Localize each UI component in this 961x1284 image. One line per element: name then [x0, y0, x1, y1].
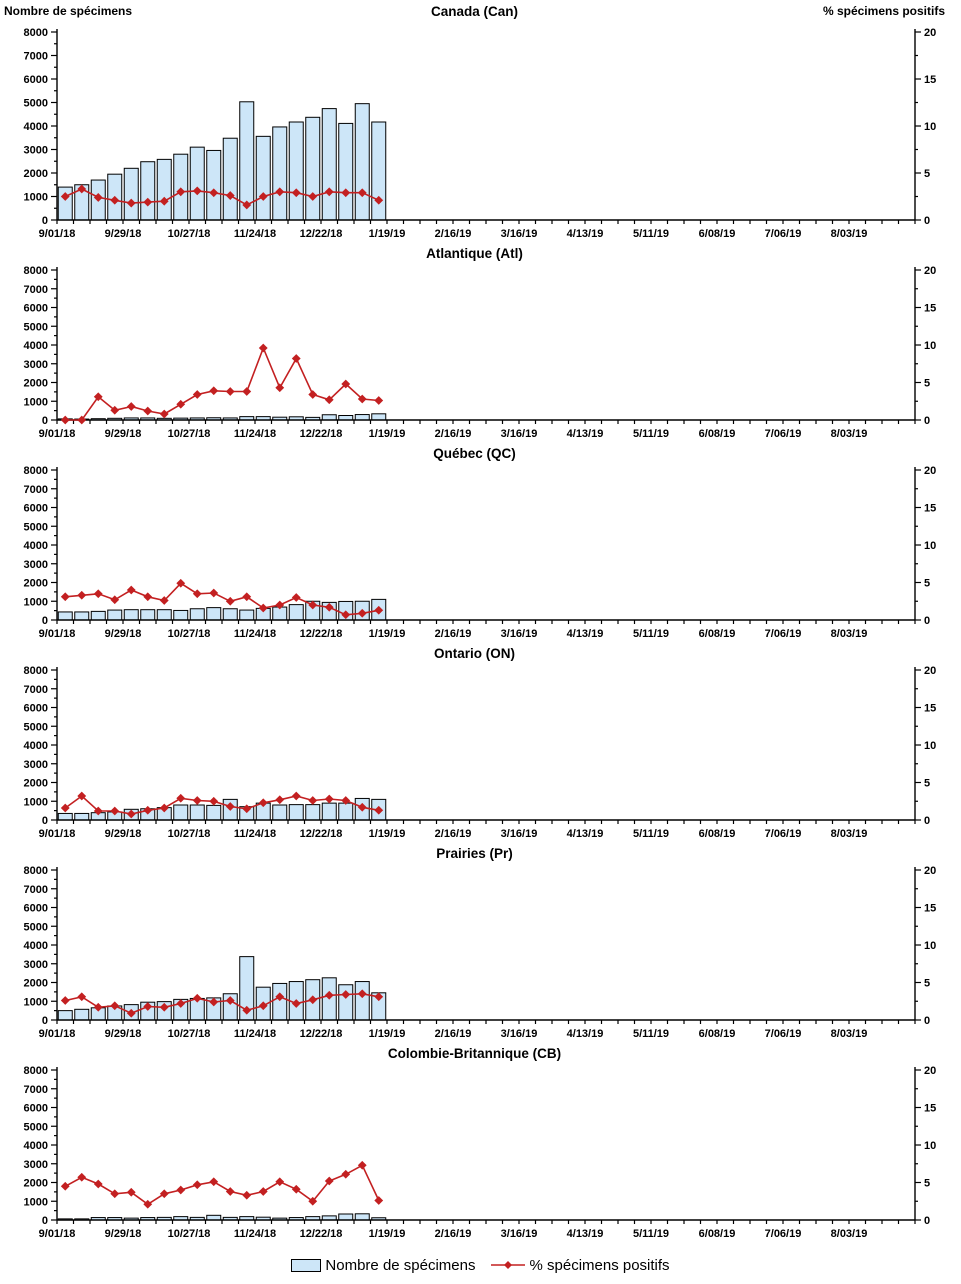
chart-cb-header [0, 1046, 961, 1064]
x-tick-label: 9/29/18 [104, 1028, 142, 1040]
left-tick-label: 6000 [23, 1102, 48, 1115]
chart-quebec [0, 446, 961, 646]
right-tick-label: 5 [924, 577, 931, 590]
left-tick-label: 8000 [23, 665, 48, 677]
percent-positive-marker [308, 390, 317, 399]
x-tick-label: 6/08/19 [698, 228, 736, 240]
chart-ontario-header [0, 646, 961, 664]
x-tick-label: 7/06/19 [764, 228, 802, 240]
percent-positive-marker [242, 1191, 251, 1200]
left-tick-label: 8000 [23, 265, 48, 277]
percent-positive-marker [341, 1170, 350, 1179]
legend-positive-item [490, 1257, 670, 1274]
x-tick-label: 11/24/18 [233, 1028, 277, 1040]
x-tick-label: 12/22/18 [299, 428, 343, 440]
right-tick-label: 20 [924, 665, 937, 677]
right-tick-label: 0 [924, 1215, 931, 1227]
x-tick-label: 8/03/19 [830, 428, 868, 440]
left-tick-label: 0 [41, 415, 48, 427]
right-tick-label: 20 [924, 465, 937, 477]
chart-ontario-plot [0, 664, 961, 846]
x-tick-label: 3/16/19 [500, 628, 538, 640]
specimen-bar [273, 805, 287, 820]
x-tick-label: 9/01/18 [38, 428, 76, 440]
left-tick-label: 1000 [23, 1196, 48, 1209]
x-tick-label: 6/08/19 [698, 1028, 736, 1040]
x-tick-label: 12/22/18 [299, 828, 343, 840]
left-tick-label: 5000 [23, 321, 48, 334]
specimen-bar [141, 610, 155, 620]
left-tick-label: 0 [41, 215, 48, 227]
specimen-bar [273, 983, 287, 1020]
x-tick-label: 4/13/19 [566, 1028, 604, 1040]
left-tick-label: 1000 [23, 596, 48, 609]
left-tick-label: 4000 [23, 121, 48, 133]
right-tick-label: 5 [924, 777, 931, 790]
x-tick-label: 10/27/18 [167, 228, 211, 240]
right-tick-label: 0 [924, 615, 931, 627]
x-tick-label: 5/11/19 [632, 1028, 670, 1040]
x-tick-label: 6/08/19 [698, 1228, 736, 1240]
x-tick-label: 4/13/19 [566, 828, 604, 840]
percent-positive-marker [209, 1177, 218, 1186]
x-tick-label: 1/19/19 [368, 628, 406, 640]
left-tick-label: 5000 [23, 97, 48, 110]
x-tick-label: 10/27/18 [167, 1228, 211, 1240]
right-tick-label: 5 [924, 377, 931, 390]
x-tick-label: 10/27/18 [167, 628, 211, 640]
specimen-bar [190, 147, 204, 220]
percent-positive-marker [275, 795, 284, 804]
percent-positive-marker [193, 390, 202, 399]
percent-positive-marker [374, 396, 383, 405]
x-tick-label: 1/19/19 [368, 228, 406, 240]
specimen-bar [108, 610, 122, 620]
legend-diamond [504, 1261, 512, 1269]
specimen-bar [207, 150, 221, 220]
x-tick-label: 11/24/18 [233, 1228, 277, 1240]
chart-canada-plot [0, 26, 961, 246]
percent-positive-marker [242, 592, 251, 601]
specimen-bar [355, 415, 369, 420]
percent-positive-line [65, 1165, 379, 1204]
left-tick-label: 4000 [23, 940, 48, 952]
x-tick-label: 5/11/19 [632, 1228, 670, 1240]
percent-positive-marker [61, 592, 70, 601]
left-tick-label: 5000 [23, 521, 48, 534]
percent-positive-marker [176, 794, 185, 803]
specimen-bar [58, 813, 72, 820]
x-tick-label: 11/24/18 [233, 428, 277, 440]
specimen-bar [58, 1011, 72, 1020]
left-tick-label: 1000 [23, 191, 48, 204]
right-tick-label: 15 [924, 702, 937, 715]
right-tick-label: 20 [924, 265, 937, 277]
percent-positive-marker [275, 1177, 284, 1186]
x-tick-label: 5/11/19 [632, 428, 670, 440]
percent-positive-marker [275, 383, 284, 392]
x-tick-label: 4/13/19 [566, 1228, 604, 1240]
specimen-bar [207, 805, 221, 820]
chart-atlantique-title: Atlantique (Atl) [426, 246, 523, 261]
right-tick-label: 10 [924, 340, 937, 352]
x-tick-label: 9/29/18 [104, 828, 142, 840]
percent-positive-marker [127, 586, 136, 595]
specimen-bar [306, 805, 320, 820]
percent-positive-marker [61, 1182, 70, 1191]
specimen-bar [322, 109, 336, 220]
specimen-bar [372, 122, 386, 220]
specimen-bar [174, 805, 188, 820]
x-tick-label: 8/03/19 [830, 828, 868, 840]
x-tick-label: 12/22/18 [299, 228, 343, 240]
x-tick-label: 4/13/19 [566, 428, 604, 440]
left-tick-label: 4000 [23, 340, 48, 352]
chart-canada-title: Canada (Can) [430, 4, 518, 19]
percent-positive-marker [292, 593, 301, 602]
specimen-bar [174, 154, 188, 220]
specimen-bar [207, 1215, 221, 1220]
x-tick-label: 9/01/18 [38, 1228, 76, 1240]
x-tick-label: 2/16/19 [434, 828, 472, 840]
x-tick-label: 7/06/19 [764, 428, 802, 440]
x-tick-label: 2/16/19 [434, 428, 472, 440]
specimen-bar [157, 610, 171, 620]
percent-positive-marker [94, 589, 103, 598]
legend-line-swatch [490, 1259, 526, 1271]
specimen-bar [289, 122, 303, 220]
specimen-bar [190, 609, 204, 620]
specimen-bar [372, 414, 386, 420]
chart-colombie-britannique [0, 1046, 961, 1246]
legend-specimens-item [291, 1257, 475, 1274]
left-tick-label: 7000 [23, 50, 48, 63]
right-tick-label: 0 [924, 415, 931, 427]
percent-positive-marker [143, 407, 152, 416]
right-tick-label: 0 [924, 815, 931, 827]
left-tick-label: 0 [41, 615, 48, 627]
specimen-bar [223, 138, 237, 220]
specimen-bar [124, 168, 138, 220]
x-tick-label: 10/27/18 [167, 428, 211, 440]
percent-positive-marker [160, 410, 169, 419]
chart-canada [0, 4, 961, 246]
right-tick-label: 5 [924, 168, 931, 180]
x-tick-label: 5/11/19 [632, 828, 670, 840]
x-tick-label: 6/08/19 [698, 828, 736, 840]
x-tick-label: 8/03/19 [830, 228, 868, 240]
specimen-bar [355, 104, 369, 220]
left-tick-label: 8000 [23, 1065, 48, 1077]
percent-positive-marker [176, 1186, 185, 1195]
left-tick-label: 6000 [23, 702, 48, 715]
x-tick-label: 12/22/18 [299, 1228, 343, 1240]
left-tick-label: 2000 [23, 977, 48, 990]
left-tick-label: 2000 [23, 377, 48, 390]
left-tick-label: 5000 [23, 1121, 48, 1134]
left-tick-label: 1000 [23, 396, 48, 409]
left-tick-label: 6000 [23, 502, 48, 515]
percent-positive-marker [110, 595, 119, 604]
x-tick-label: 3/16/19 [500, 828, 538, 840]
x-tick-label: 10/27/18 [167, 828, 211, 840]
specimen-bar [322, 415, 336, 420]
right-tick-label: 15 [924, 74, 937, 86]
x-tick-label: 4/13/19 [566, 628, 604, 640]
percent-positive-marker [77, 992, 86, 1001]
left-tick-label: 3000 [23, 758, 48, 771]
x-tick-label: 3/16/19 [500, 228, 538, 240]
percent-positive-marker [61, 996, 70, 1005]
legend-bar-swatch [291, 1259, 321, 1272]
specimen-bar [289, 805, 303, 820]
left-tick-label: 5000 [23, 721, 48, 734]
x-tick-label: 7/06/19 [764, 828, 802, 840]
left-tick-label: 0 [41, 1015, 48, 1027]
left-tick-label: 4000 [23, 740, 48, 752]
right-tick-label: 15 [924, 302, 937, 315]
percent-positive-marker [143, 592, 152, 601]
specimen-bar [322, 803, 336, 820]
x-tick-label: 11/24/18 [233, 828, 277, 840]
x-tick-label: 9/01/18 [38, 228, 76, 240]
left-tick-label: 5000 [23, 921, 48, 934]
percent-positive-marker [226, 1187, 235, 1196]
percent-positive-marker [193, 796, 202, 805]
chart-prairies-title: Prairies (Pr) [436, 846, 513, 861]
left-tick-label: 3000 [23, 144, 48, 157]
percent-positive-marker [193, 1180, 202, 1189]
left-tick-label: 3000 [23, 958, 48, 971]
specimen-bar [306, 117, 320, 220]
right-axis-title: % spécimens positifs [822, 4, 945, 18]
percent-positive-marker [374, 1196, 383, 1205]
left-tick-label: 7000 [23, 883, 48, 896]
x-tick-label: 1/19/19 [368, 828, 406, 840]
percent-positive-marker [259, 1187, 268, 1196]
x-tick-label: 5/11/19 [632, 628, 670, 640]
specimen-bar [75, 1009, 89, 1020]
left-axis-title: Nombre de spécimens [4, 4, 133, 18]
specimen-bar [355, 982, 369, 1020]
percent-positive-marker [193, 589, 202, 598]
left-tick-label: 7000 [23, 1083, 48, 1096]
x-tick-label: 11/24/18 [233, 228, 277, 240]
right-tick-label: 0 [924, 1015, 931, 1027]
x-tick-label: 3/16/19 [500, 428, 538, 440]
left-tick-label: 7000 [23, 283, 48, 296]
specimen-bar [190, 805, 204, 820]
specimen-bar [157, 159, 171, 220]
left-tick-label: 2000 [23, 577, 48, 590]
x-tick-label: 6/08/19 [698, 428, 736, 440]
chart-prairies-plot [0, 864, 961, 1046]
x-tick-label: 7/06/19 [764, 1228, 802, 1240]
x-tick-label: 1/19/19 [368, 1228, 406, 1240]
left-tick-label: 0 [41, 815, 48, 827]
x-tick-label: 2/16/19 [434, 228, 472, 240]
right-tick-label: 10 [924, 121, 937, 133]
left-tick-label: 6000 [23, 302, 48, 315]
x-tick-label: 5/11/19 [632, 228, 670, 240]
right-tick-label: 10 [924, 740, 937, 752]
chart-quebec-header [0, 446, 961, 464]
x-tick-label: 9/29/18 [104, 428, 142, 440]
percent-positive-marker [226, 387, 235, 396]
chart-canada-header [0, 4, 961, 26]
left-tick-label: 2000 [23, 777, 48, 790]
right-tick-label: 5 [924, 977, 931, 990]
left-tick-label: 2000 [23, 168, 48, 180]
left-tick-label: 1000 [23, 796, 48, 809]
specimen-bar [124, 610, 138, 620]
chart-quebec-title: Québec (QC) [433, 446, 516, 461]
right-tick-label: 20 [924, 1065, 937, 1077]
left-tick-label: 1000 [23, 996, 48, 1009]
left-tick-label: 4000 [23, 540, 48, 552]
x-tick-label: 8/03/19 [830, 1028, 868, 1040]
x-tick-label: 11/24/18 [233, 628, 277, 640]
x-tick-label: 3/16/19 [500, 1028, 538, 1040]
chart-ontario [0, 646, 961, 846]
x-tick-label: 6/08/19 [698, 628, 736, 640]
x-tick-label: 9/01/18 [38, 828, 76, 840]
left-tick-label: 2000 [23, 1177, 48, 1190]
left-tick-label: 0 [41, 1215, 48, 1227]
right-tick-label: 15 [924, 1102, 937, 1115]
percent-positive-marker [358, 1161, 367, 1170]
chart-atlantique-header [0, 246, 961, 264]
specimen-bar [91, 611, 105, 620]
x-tick-label: 7/06/19 [764, 1028, 802, 1040]
x-tick-label: 1/19/19 [368, 1028, 406, 1040]
chart-legend [0, 1248, 961, 1282]
chart-cb-title: Colombie-Britannique (CB) [387, 1046, 562, 1061]
x-tick-label: 9/29/18 [104, 1228, 142, 1240]
percent-positive-marker [292, 792, 301, 801]
percent-positive-marker [242, 387, 251, 396]
chart-prairies [0, 846, 961, 1046]
specimen-bar [174, 610, 188, 620]
x-tick-label: 3/16/19 [500, 1228, 538, 1240]
x-tick-label: 8/03/19 [830, 1228, 868, 1240]
percent-positive-marker [176, 400, 185, 409]
x-tick-label: 8/03/19 [830, 628, 868, 640]
specimen-bar [240, 610, 254, 620]
percent-positive-marker [325, 795, 334, 804]
left-tick-label: 6000 [23, 902, 48, 915]
specimen-bar [339, 1214, 353, 1220]
chart-atlantique [0, 246, 961, 446]
specimen-bar [289, 605, 303, 620]
right-tick-label: 10 [924, 940, 937, 952]
x-tick-label: 9/01/18 [38, 628, 76, 640]
right-tick-label: 10 [924, 540, 937, 552]
x-tick-label: 1/19/19 [368, 428, 406, 440]
left-tick-label: 3000 [23, 1158, 48, 1171]
right-tick-label: 20 [924, 865, 937, 877]
x-tick-label: 4/13/19 [566, 228, 604, 240]
left-tick-label: 4000 [23, 1140, 48, 1152]
chart-ontario-title: Ontario (ON) [434, 646, 515, 661]
left-tick-label: 7000 [23, 483, 48, 496]
right-tick-label: 15 [924, 502, 937, 515]
left-tick-label: 8000 [23, 865, 48, 877]
specimen-bar [273, 127, 287, 220]
x-tick-label: 7/06/19 [764, 628, 802, 640]
x-tick-label: 2/16/19 [434, 1028, 472, 1040]
legend-line-label: % spécimens positifs [529, 1256, 670, 1274]
percent-positive-marker [61, 416, 70, 425]
specimen-bar [339, 803, 353, 820]
x-tick-label: 9/29/18 [104, 228, 142, 240]
percent-positive-marker [160, 1189, 169, 1198]
x-tick-label: 10/27/18 [167, 1028, 211, 1040]
specimen-bar [75, 612, 89, 620]
right-tick-label: 5 [924, 1177, 931, 1190]
percent-positive-marker [226, 597, 235, 606]
x-tick-label: 2/16/19 [434, 1228, 472, 1240]
percent-positive-marker [292, 354, 301, 363]
specimen-bar [75, 813, 89, 820]
percent-positive-marker [259, 344, 268, 353]
chart-prairies-header [0, 846, 961, 864]
percent-positive-marker [77, 591, 86, 600]
specimen-bar [256, 136, 270, 220]
specimen-bar [339, 985, 353, 1020]
percent-positive-marker [209, 797, 218, 806]
left-tick-label: 8000 [23, 465, 48, 477]
x-tick-label: 9/29/18 [104, 628, 142, 640]
percent-positive-marker [209, 589, 218, 598]
chart-atlantique-plot [0, 264, 961, 446]
specimen-bar [339, 123, 353, 220]
specimen-bar [58, 187, 72, 220]
left-tick-label: 6000 [23, 74, 48, 86]
x-tick-label: 9/01/18 [38, 1028, 76, 1040]
left-tick-label: 8000 [23, 27, 48, 39]
right-tick-label: 20 [924, 27, 937, 39]
right-tick-label: 15 [924, 902, 937, 915]
left-tick-label: 7000 [23, 683, 48, 696]
x-tick-label: 2/16/19 [434, 628, 472, 640]
x-tick-label: 12/22/18 [299, 628, 343, 640]
percent-positive-marker [94, 1180, 103, 1189]
specimen-bar [355, 1214, 369, 1220]
x-tick-label: 12/22/18 [299, 1028, 343, 1040]
percent-positive-marker [77, 1173, 86, 1182]
specimen-bar [223, 609, 237, 620]
chart-cb-plot [0, 1064, 961, 1246]
specimen-bar [207, 608, 221, 620]
percent-positive-marker [127, 402, 136, 411]
specimen-bar [141, 162, 155, 220]
specimen-bar [58, 612, 72, 620]
right-tick-label: 10 [924, 1140, 937, 1152]
chart-quebec-plot [0, 464, 961, 646]
legend-line-glyph [490, 1259, 526, 1271]
left-tick-label: 3000 [23, 358, 48, 371]
percent-positive-marker [209, 386, 218, 395]
legend-bar-label: Nombre de spécimens [325, 1256, 476, 1274]
left-tick-label: 3000 [23, 558, 48, 571]
right-tick-label: 0 [924, 215, 931, 227]
percent-positive-marker [308, 796, 317, 805]
percent-positive-marker [110, 1189, 119, 1198]
